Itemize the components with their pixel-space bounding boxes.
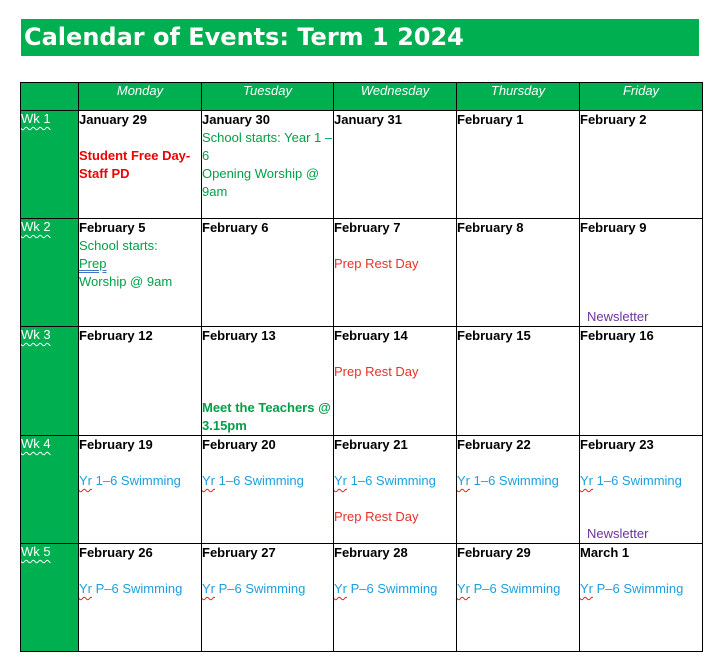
day-cell	[202, 544, 334, 652]
day-cell	[79, 544, 202, 652]
page-title: Calendar of Events: Term 1 2024	[21, 19, 699, 56]
date-label: February 14	[334, 328, 408, 343]
date-label: February 22	[457, 437, 531, 452]
week-row	[21, 219, 703, 327]
day-cell	[580, 111, 703, 219]
date-label: February 2	[580, 112, 647, 127]
date-label: January 30	[202, 112, 270, 127]
date-label: February 23	[580, 437, 654, 452]
event-opening-worship: Opening Worship @ 9am	[202, 166, 320, 199]
date-label: February 26	[79, 545, 153, 560]
week-row	[21, 544, 703, 652]
event-swimming: Yr 1–6 Swimming	[580, 473, 682, 488]
date-label: February 5	[79, 220, 146, 235]
event-newsletter: Newsletter	[587, 309, 649, 324]
date-label: February 21	[334, 437, 408, 452]
event-prep: Prep	[79, 256, 107, 271]
event-student-free-day: Student Free Day- Staff PD	[79, 148, 191, 181]
event-swimming: Yr P–6 Swimming	[202, 581, 306, 596]
day-cell	[334, 544, 457, 652]
event-swimming: Yr P–6 Swimming	[580, 581, 684, 596]
day-cell	[457, 436, 580, 544]
week-row	[21, 327, 703, 436]
day-cell	[334, 219, 457, 327]
day-cell	[79, 219, 202, 327]
date-label: February 8	[457, 220, 524, 235]
week-row	[21, 111, 703, 219]
header-monday: Monday	[79, 83, 202, 111]
day-cell	[580, 544, 703, 652]
header-corner	[21, 83, 79, 111]
day-cell	[457, 219, 580, 327]
header-friday: Friday	[580, 83, 703, 111]
calendar-table	[20, 82, 703, 652]
week-label: Wk 4	[21, 436, 79, 544]
event-prep-rest-day: Prep Rest Day	[334, 509, 419, 524]
event-worship: Worship @ 9am	[79, 274, 173, 289]
date-label: February 12	[79, 328, 153, 343]
day-cell	[334, 111, 457, 219]
day-cell	[334, 436, 457, 544]
date-label: February 9	[580, 220, 647, 235]
date-label: February 7	[334, 220, 401, 235]
event-school-starts: School starts: Year 1 – 6	[202, 130, 333, 163]
event-swimming: Yr P–6 Swimming	[457, 581, 561, 596]
day-cell	[457, 327, 580, 436]
week-label: Wk 5	[21, 544, 79, 652]
week-label: Wk 3	[21, 327, 79, 436]
date-label: February 20	[202, 437, 276, 452]
date-label: February 19	[79, 437, 153, 452]
event-school-starts: School starts:	[79, 238, 158, 253]
day-cell	[334, 327, 457, 436]
week-label: Wk 1	[21, 111, 79, 219]
date-label: February 29	[457, 545, 531, 560]
day-cell	[457, 111, 580, 219]
day-cell	[79, 111, 202, 219]
event-swimming: Yr 1–6 Swimming	[202, 473, 304, 488]
day-cell	[79, 327, 202, 436]
date-label: February 6	[202, 220, 269, 235]
week-row	[21, 436, 703, 544]
header-wednesday: Wednesday	[334, 83, 457, 111]
day-cell	[580, 219, 703, 327]
date-label: February 16	[580, 328, 654, 343]
day-cell	[202, 436, 334, 544]
event-swimming: Yr 1–6 Swimming	[457, 473, 559, 488]
header-thursday: Thursday	[457, 83, 580, 111]
date-label: January 31	[334, 112, 402, 127]
date-label: March 1	[580, 545, 630, 560]
day-cell	[580, 436, 703, 544]
header-tuesday: Tuesday	[202, 83, 334, 111]
day-cell	[202, 327, 334, 436]
event-swimming: Yr 1–6 Swimming	[79, 473, 181, 488]
event-prep-rest-day: Prep Rest Day	[334, 256, 419, 271]
date-label: January 29	[79, 112, 147, 127]
header-row	[21, 83, 703, 111]
day-cell	[202, 111, 334, 219]
event-newsletter: Newsletter	[587, 526, 649, 541]
date-label: February 28	[334, 545, 408, 560]
day-cell	[202, 219, 334, 327]
event-meet-the-teachers: Meet the Teachers @ 3.15pm	[202, 400, 331, 433]
day-cell	[457, 544, 580, 652]
date-label: February 15	[457, 328, 531, 343]
date-label: February 13	[202, 328, 276, 343]
event-swimming: Yr P–6 Swimming	[79, 581, 183, 596]
day-cell	[79, 436, 202, 544]
event-prep-rest-day: Prep Rest Day	[334, 364, 419, 379]
event-swimming: Yr 1–6 Swimming	[334, 473, 436, 488]
day-cell	[580, 327, 703, 436]
date-label: February 1	[457, 112, 524, 127]
event-swimming: Yr P–6 Swimming	[334, 581, 438, 596]
week-label: Wk 2	[21, 219, 79, 327]
date-label: February 27	[202, 545, 276, 560]
